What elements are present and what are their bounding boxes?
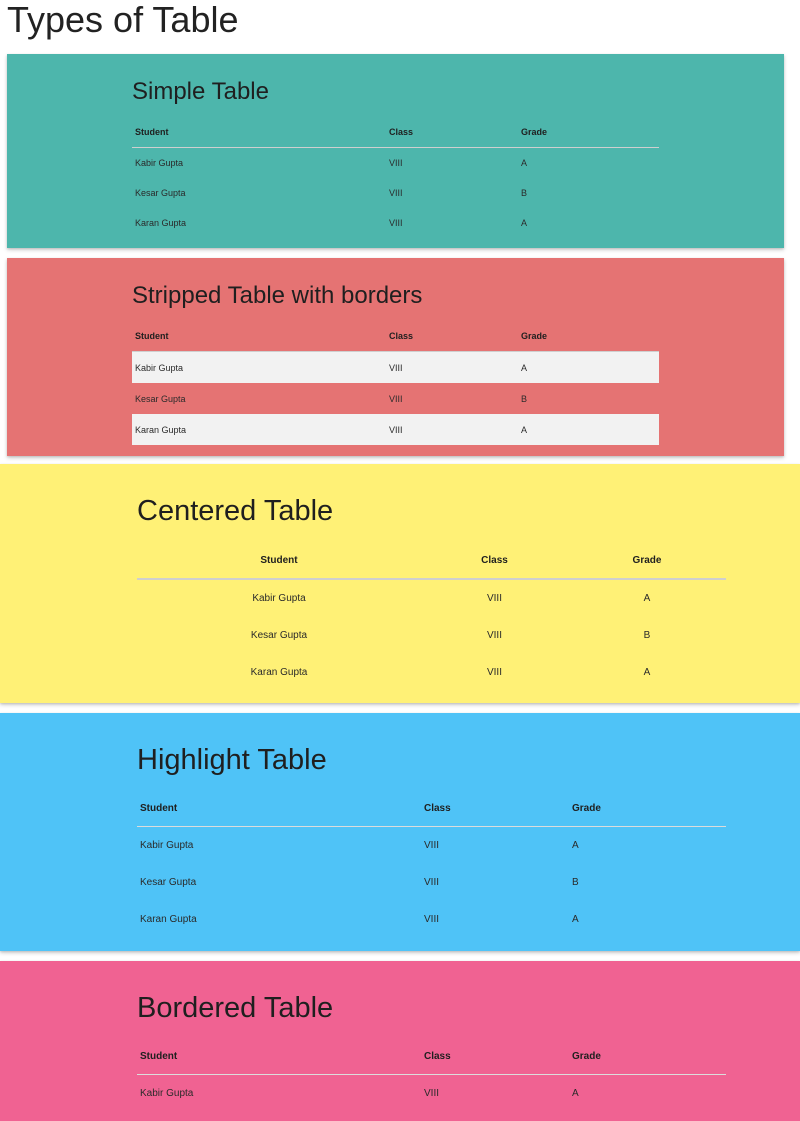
class-header: Class <box>424 803 451 814</box>
grade-header: Grade <box>632 555 662 566</box>
class-cell: VIII <box>424 877 440 888</box>
table-row[interactable] <box>137 827 726 865</box>
grade-cell: A <box>572 914 579 925</box>
student-header: Student <box>135 126 169 137</box>
grade-cell: A <box>572 1088 579 1099</box>
class-cell: VIII <box>389 424 403 435</box>
table-row <box>132 352 659 384</box>
table-row <box>132 414 659 445</box>
table-header-row <box>137 791 726 827</box>
table-row <box>137 654 726 691</box>
table-row[interactable] <box>137 864 726 901</box>
simple-table-content <box>132 80 659 238</box>
centered-table-content <box>137 495 726 691</box>
class-cell: VIII <box>424 840 440 851</box>
student-cell: Kesar Gupta <box>135 188 186 198</box>
bordered-table <box>137 1039 726 1112</box>
student-header: Student <box>135 330 169 341</box>
table-row <box>132 178 659 208</box>
highlight-table <box>137 791 726 938</box>
table-row <box>132 383 659 414</box>
grade-cell: B <box>521 188 528 198</box>
student-header: Student <box>140 1051 178 1062</box>
table-header-row <box>137 1039 726 1075</box>
table-row <box>132 148 659 179</box>
grade-header: Grade <box>521 330 548 341</box>
class-header: Class <box>424 1051 451 1062</box>
grade-cell: A <box>521 158 528 168</box>
table-row <box>132 208 659 238</box>
highlight-table-content <box>137 744 726 938</box>
simple-table-card <box>7 54 784 248</box>
class-cell: VIII <box>486 667 502 678</box>
grade-header: Grade <box>572 803 601 814</box>
page-title: Types of Table <box>7 0 239 40</box>
class-cell: VIII <box>389 218 403 228</box>
striped-table-content <box>132 284 659 445</box>
class-cell: VIII <box>389 393 403 404</box>
grade-cell: B <box>521 393 528 404</box>
class-cell: VIII <box>486 593 502 604</box>
class-header: Class <box>389 126 414 137</box>
student-cell: Kesar Gupta <box>140 877 197 888</box>
grade-cell: A <box>572 840 579 851</box>
table-row <box>137 579 726 617</box>
class-cell: VIII <box>389 362 403 373</box>
student-header: Student <box>260 555 298 566</box>
class-cell: VIII <box>424 914 440 925</box>
simple-table <box>132 116 659 238</box>
table-row <box>137 1075 726 1113</box>
bordered-table-card <box>0 961 800 1121</box>
student-cell: Kabir Gupta <box>252 593 306 604</box>
grade-cell: A <box>521 362 528 373</box>
centered-table <box>137 543 726 691</box>
table-header-row <box>132 116 659 148</box>
table-row <box>137 617 726 654</box>
student-header: Student <box>140 803 178 814</box>
simple-table-title: Simple Table <box>132 78 269 105</box>
grade-cell: A <box>643 593 651 604</box>
student-cell: Kabir Gupta <box>140 1088 194 1099</box>
bordered-table-content <box>137 992 726 1112</box>
grade-cell: B <box>643 630 651 641</box>
striped-table <box>132 320 659 445</box>
student-cell: Kesar Gupta <box>250 630 308 641</box>
class-cell: VIII <box>389 158 403 168</box>
table-header-row <box>132 320 659 352</box>
grade-cell: A <box>521 424 528 435</box>
grade-header: Grade <box>521 126 548 137</box>
grade-cell: B <box>572 877 579 888</box>
striped-table-title: Stripped Table with borders <box>132 282 423 309</box>
student-cell: Kabir Gupta <box>140 840 194 851</box>
table-header-row <box>137 543 726 579</box>
striped-table-card <box>7 258 784 456</box>
table-row[interactable] <box>137 901 726 938</box>
class-cell: VIII <box>389 188 403 198</box>
highlight-table-card <box>0 713 800 951</box>
class-header: Class <box>389 330 414 341</box>
bordered-table-title: Bordered Table <box>137 992 334 1024</box>
student-cell: Kabir Gupta <box>135 158 184 168</box>
student-cell: Karan Gupta <box>135 218 187 228</box>
highlight-table-title: Highlight Table <box>137 744 327 776</box>
grade-header: Grade <box>572 1051 601 1062</box>
student-cell: Karan Gupta <box>140 914 197 925</box>
student-cell: Kesar Gupta <box>135 393 186 404</box>
class-cell: VIII <box>424 1088 440 1099</box>
class-header: Class <box>481 555 508 566</box>
grade-cell: A <box>643 667 651 678</box>
class-cell: VIII <box>486 630 502 641</box>
centered-table-card <box>0 464 800 703</box>
student-cell: Karan Gupta <box>250 667 308 678</box>
student-cell: Kabir Gupta <box>135 362 184 373</box>
centered-table-title: Centered Table <box>137 495 334 527</box>
grade-cell: A <box>521 218 528 228</box>
student-cell: Karan Gupta <box>135 424 187 435</box>
